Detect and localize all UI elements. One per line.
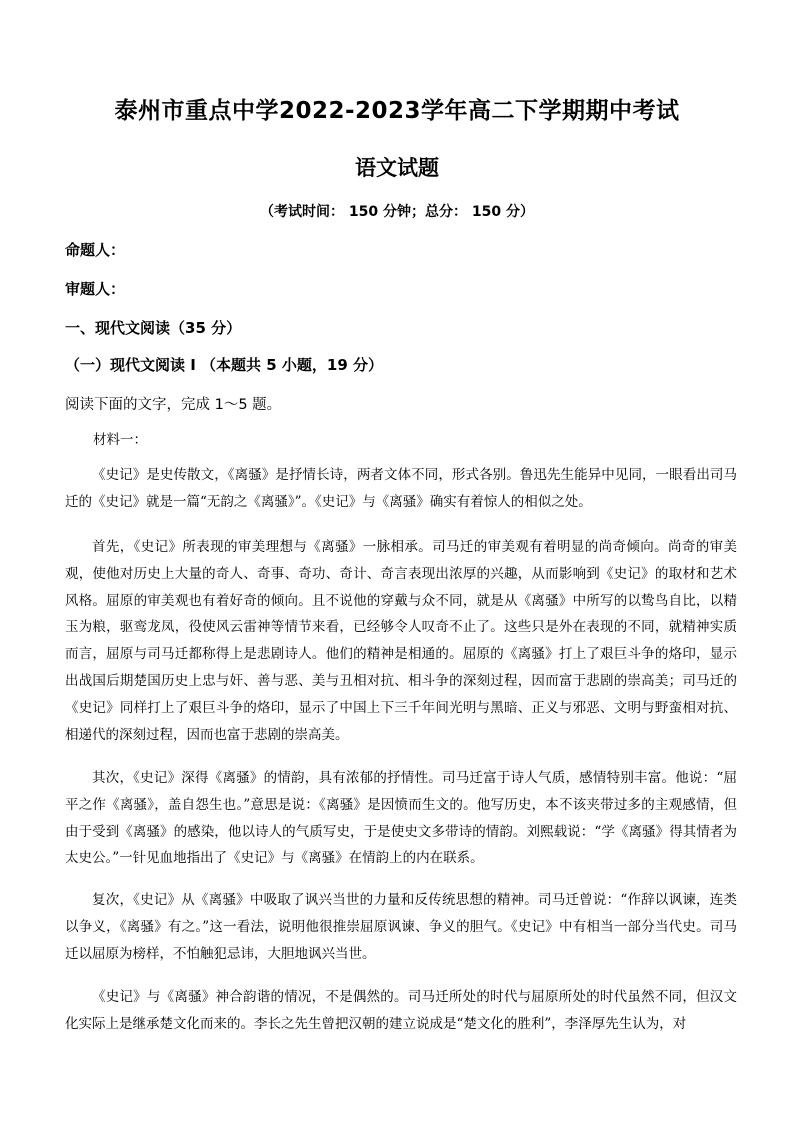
paragraph-3: 其次，《史记》深得《离骚》的情韵，具有浓郁的抒情性。司马迁富于诗人气质，感情特别丰富。他说：“屈平之作《离骚》，盖自怨生也。”意思是说：《离骚》是因愤而生文的。他写历史，本不该夹带过多的主观感情，但由于受到《离骚》的感染，他以诗人的气质写史，于是使史文多带诗的情韵。刘熙载说：“学《离骚》得其情者为太史公。”一针见血地指出了《史记》与《离骚》在情韵上的内在联系。 <box>65 770 737 867</box>
reviewer-label: 审题人： <box>65 280 126 298</box>
paragraph-2: 首先，《史记》所表现的审美理想与《离骚》一脉相承。司马迁的审美观有着明显的尚奇倾向。尚奇的审美观，使他对历史上大量的奇人、奇事、奇功、奇计、奇言表现出浓厚的兴趣，从而影响到《史记》的取材和艺术风格。屈原的审美观也有着好奇的倾向。且不说他的穿戴与众不同，就是从《离骚》中所写的以鸷鸟自比，以精玉为粮，驱鸾龙凤，役使风云雷神等情节来看，已经够令人叹奇不止了。这些只是外在表现的不同，就精神实质而言，屈原与司马迁都称得上是悲剧诗人。他们的精神是相通的。屈原的《离骚》打上了艰巨斗争的烙印，显示出战国后期楚国历史上忠与奸、善与恶、美与丑相对抗、相斗争的深刻过程，因而富于悲剧的崇高美；司马迁的《史记》同样打上了艰巨斗争的烙印，显示了中国上下三千年间光明与黑暗、正义与邪恶、文明与野蛮相对抗、相递代的深刻过程，因而也富于悲剧的崇高美。 <box>65 539 737 743</box>
exam-info: （考试时间： 150 分钟；总分： 150 分） <box>260 204 534 220</box>
paragraph-4: 复次，《史记》从《离骚》中吸取了讽兴当世的力量和反传统思想的精神。司马迁曾说：“作辞以讽谏，连类以争义，《离骚》有之。”这一看法，说明他很推崇屈原讽谏、争义的胆气。《史记》中有相当一部分当代史。司马迁以屈原为榜样，不怕触犯忌讳，大胆地讽兴当世。 <box>65 892 737 962</box>
section-heading: 一、现代文阅读（35 分） <box>65 319 242 337</box>
document-subtitle: 语文试题 <box>355 156 439 180</box>
section-subheading: （一）现代文阅读 I （本题共 5 小题，19 分） <box>65 356 384 374</box>
author-label: 命题人： <box>65 241 126 259</box>
paragraph-5: 《史记》与《离骚》神合韵谐的情况，不是偶然的。司马迁所处的时代与屈原所处的时代虽然不同，但汉文化实际上是继承楚文化而来的。李长之先生曾把汉朝的建立说成是“楚文化的胜利”，李泽厚先生认为，对 <box>65 989 737 1032</box>
reading-instruction: 阅读下面的文字，完成 1～5 题。 <box>65 397 282 413</box>
material-label: 材料一： <box>93 432 147 448</box>
document-title: 泰州市重点中学2022-2023学年高二下学期期中考试 <box>114 98 680 124</box>
paragraph-1: 《史记》是史传散文，《离骚》是抒情长诗，两者文体不同，形式各别。鲁迅先生能异中见同，一眼看出司马迁的《史记》就是一篇“无韵之《离骚》”。《史记》与《离骚》确实有着惊人的相似之处。 <box>65 467 737 510</box>
